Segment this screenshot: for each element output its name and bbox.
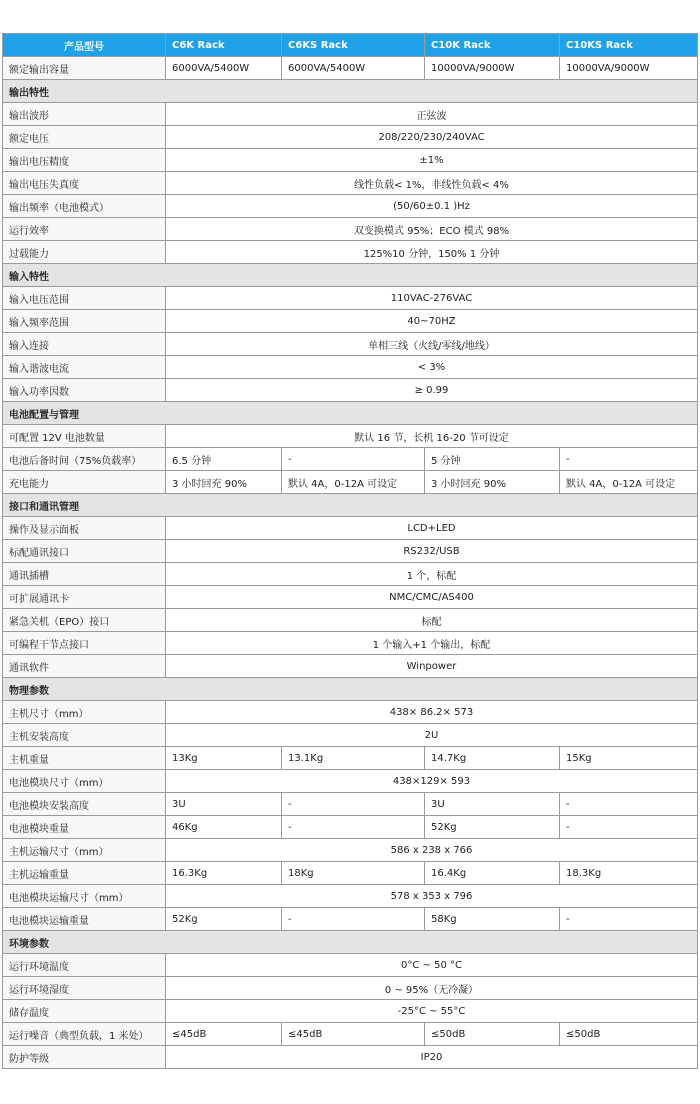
- spec-value: 13.1Kg: [282, 747, 425, 770]
- spec-value: 578 x 353 x 796: [166, 885, 698, 908]
- spec-value: 52Kg: [166, 908, 282, 931]
- spec-row: [3, 126, 698, 149]
- spec-value: 18.3Kg: [560, 862, 698, 885]
- spec-value: 默认 16 节，长机 16-20 节可设定: [166, 425, 698, 448]
- spec-value: -: [282, 816, 425, 839]
- section-row: [3, 264, 698, 287]
- spec-row: [3, 724, 698, 747]
- header-model: C6K Rack: [166, 34, 282, 57]
- spec-row: [3, 977, 698, 1000]
- spec-row: [3, 1046, 698, 1069]
- spec-row: [3, 287, 698, 310]
- spec-label: 电池模块安装高度: [3, 793, 166, 816]
- spec-value: < 3%: [166, 356, 698, 379]
- spec-row: [3, 1000, 698, 1023]
- spec-value: NMC/CMC/AS400: [166, 586, 698, 609]
- spec-value: RS232/USB: [166, 540, 698, 563]
- spec-row: [3, 862, 698, 885]
- spec-value: 52Kg: [425, 816, 560, 839]
- spec-label: 电池后备时间（75%负载率）: [3, 448, 166, 471]
- spec-value: 0 ~ 95%（无冷凝）: [166, 977, 698, 1000]
- spec-value: 10000VA/9000W: [560, 57, 698, 80]
- spec-value: -: [282, 448, 425, 471]
- spec-label: 运行噪音（典型负载，1 米处）: [3, 1023, 166, 1046]
- section-row: [3, 931, 698, 954]
- spec-value: 14.7Kg: [425, 747, 560, 770]
- spec-value: 13Kg: [166, 747, 282, 770]
- section-title: 环境参数: [3, 931, 698, 954]
- spec-label: 操作及显示面板: [3, 517, 166, 540]
- spec-row: [3, 540, 698, 563]
- spec-value: 默认 4A，0-12A 可设定: [560, 471, 698, 494]
- spec-value: Winpower: [166, 655, 698, 678]
- spec-row: [3, 310, 698, 333]
- spec-row: [3, 149, 698, 172]
- spec-value: 标配: [166, 609, 698, 632]
- section-row: [3, 402, 698, 425]
- spec-value: 2U: [166, 724, 698, 747]
- spec-sheet: [2, 33, 697, 1069]
- spec-row: [3, 885, 698, 908]
- spec-row: [3, 356, 698, 379]
- spec-value: -: [560, 448, 698, 471]
- spec-row: [3, 57, 698, 80]
- spec-label: 紧急关机（EPO）接口: [3, 609, 166, 632]
- spec-label: 充电能力: [3, 471, 166, 494]
- spec-row: [3, 1023, 698, 1046]
- spec-value: 1 个，标配: [166, 563, 698, 586]
- spec-label: 电池模块尺寸（mm）: [3, 770, 166, 793]
- spec-row: [3, 908, 698, 931]
- spec-label: 主机安装高度: [3, 724, 166, 747]
- header-row: [3, 34, 698, 57]
- spec-value: 125%10 分钟，150% 1 分钟: [166, 241, 698, 264]
- spec-value: 5 分钟: [425, 448, 560, 471]
- spec-value: 10000VA/9000W: [425, 57, 560, 80]
- spec-row: [3, 793, 698, 816]
- spec-row: [3, 701, 698, 724]
- spec-value: 40~70HZ: [166, 310, 698, 333]
- spec-label: 输出波形: [3, 103, 166, 126]
- spec-value: 208/220/230/240VAC: [166, 126, 698, 149]
- spec-value: 6000VA/5400W: [166, 57, 282, 80]
- spec-label: 电池模块重量: [3, 816, 166, 839]
- spec-label: 防护等级: [3, 1046, 166, 1069]
- spec-label: 过载能力: [3, 241, 166, 264]
- section-row: [3, 678, 698, 701]
- spec-label: 主机尺寸（mm）: [3, 701, 166, 724]
- spec-value: -: [560, 793, 698, 816]
- spec-value: 默认 4A，0-12A 可设定: [282, 471, 425, 494]
- spec-label: 电池模块运输尺寸（mm）: [3, 885, 166, 908]
- spec-row: [3, 632, 698, 655]
- spec-value: 438× 86.2× 573: [166, 701, 698, 724]
- spec-value: LCD+LED: [166, 517, 698, 540]
- spec-label: 通讯软件: [3, 655, 166, 678]
- spec-label: 输入功率因数: [3, 379, 166, 402]
- spec-value: 18Kg: [282, 862, 425, 885]
- section-title: 接口和通讯管理: [3, 494, 698, 517]
- spec-row: [3, 517, 698, 540]
- spec-row: [3, 218, 698, 241]
- spec-value: (50/60±0.1 )Hz: [166, 195, 698, 218]
- spec-value: 双变换模式 95%；ECO 模式 98%: [166, 218, 698, 241]
- spec-value: ≤50dB: [425, 1023, 560, 1046]
- spec-row: [3, 379, 698, 402]
- spec-row: [3, 333, 698, 356]
- spec-value: -: [282, 908, 425, 931]
- spec-label: 主机运输重量: [3, 862, 166, 885]
- spec-value: 110VAC-276VAC: [166, 287, 698, 310]
- spec-value: 6000VA/5400W: [282, 57, 425, 80]
- spec-value: 3 小时回充 90%: [425, 471, 560, 494]
- spec-row: [3, 609, 698, 632]
- spec-value: 438×129× 593: [166, 770, 698, 793]
- spec-value: ≤45dB: [166, 1023, 282, 1046]
- spec-row: [3, 241, 698, 264]
- spec-value: 58Kg: [425, 908, 560, 931]
- spec-value: IP20: [166, 1046, 698, 1069]
- spec-label: 额定电压: [3, 126, 166, 149]
- section-row: [3, 80, 698, 103]
- spec-label: 运行环境温度: [3, 954, 166, 977]
- spec-value: 16.4Kg: [425, 862, 560, 885]
- spec-label: 电池模块运输重量: [3, 908, 166, 931]
- spec-label: 储存温度: [3, 1000, 166, 1023]
- spec-value: 3U: [166, 793, 282, 816]
- section-row: [3, 494, 698, 517]
- spec-row: [3, 471, 698, 494]
- spec-value: 3 小时回充 90%: [166, 471, 282, 494]
- spec-value: -: [282, 793, 425, 816]
- header-model: C6KS Rack: [282, 34, 425, 57]
- spec-table-body: [3, 57, 698, 1069]
- spec-row: [3, 655, 698, 678]
- spec-value: ≤50dB: [560, 1023, 698, 1046]
- spec-label: 可扩展通讯卡: [3, 586, 166, 609]
- spec-row: [3, 770, 698, 793]
- spec-label: 输出频率（电池模式）: [3, 195, 166, 218]
- spec-row: [3, 448, 698, 471]
- spec-value: 586 x 238 x 766: [166, 839, 698, 862]
- spec-label: 主机运输尺寸（mm）: [3, 839, 166, 862]
- spec-row: [3, 425, 698, 448]
- spec-value: 15Kg: [560, 747, 698, 770]
- spec-label: 输入连接: [3, 333, 166, 356]
- spec-value: 46Kg: [166, 816, 282, 839]
- spec-row: [3, 195, 698, 218]
- spec-label: 输入频率范围: [3, 310, 166, 333]
- spec-label: 额定输出容量: [3, 57, 166, 80]
- spec-label: 输入电压范围: [3, 287, 166, 310]
- spec-label: 标配通讯接口: [3, 540, 166, 563]
- spec-label: 输入谐波电流: [3, 356, 166, 379]
- spec-row: [3, 103, 698, 126]
- spec-value: -25°C ~ 55°C: [166, 1000, 698, 1023]
- spec-row: [3, 563, 698, 586]
- spec-value: 0°C ~ 50 °C: [166, 954, 698, 977]
- spec-value: -: [560, 816, 698, 839]
- spec-row: [3, 172, 698, 195]
- spec-label: 主机重量: [3, 747, 166, 770]
- spec-label: 可编程干节点接口: [3, 632, 166, 655]
- spec-table-header: [3, 34, 698, 57]
- spec-row: [3, 816, 698, 839]
- spec-value: 1 个输入+1 个输出，标配: [166, 632, 698, 655]
- section-title: 物理参数: [3, 678, 698, 701]
- section-title: 输出特性: [3, 80, 698, 103]
- header-label: 产品型号: [3, 34, 166, 57]
- spec-label: 通讯插槽: [3, 563, 166, 586]
- section-title: 输入特性: [3, 264, 698, 287]
- header-model: C10KS Rack: [560, 34, 698, 57]
- spec-value: 正弦波: [166, 103, 698, 126]
- spec-value: ≤45dB: [282, 1023, 425, 1046]
- spec-label: 输出电压失真度: [3, 172, 166, 195]
- header-model: C10K Rack: [425, 34, 560, 57]
- spec-label: 输出电压精度: [3, 149, 166, 172]
- spec-value: ±1%: [166, 149, 698, 172]
- spec-value: 单相三线（火线/零线/地线）: [166, 333, 698, 356]
- spec-row: [3, 747, 698, 770]
- spec-label: 运行效率: [3, 218, 166, 241]
- spec-label: 运行环境湿度: [3, 977, 166, 1000]
- spec-row: [3, 839, 698, 862]
- spec-table: [2, 33, 698, 1069]
- spec-row: [3, 586, 698, 609]
- spec-value: 16.3Kg: [166, 862, 282, 885]
- section-title: 电池配置与管理: [3, 402, 698, 425]
- spec-value: 线性负载< 1%，非线性负载< 4%: [166, 172, 698, 195]
- spec-value: ≥ 0.99: [166, 379, 698, 402]
- spec-value: -: [560, 908, 698, 931]
- spec-value: 6.5 分钟: [166, 448, 282, 471]
- spec-label: 可配置 12V 电池数量: [3, 425, 166, 448]
- spec-row: [3, 954, 698, 977]
- spec-value: 3U: [425, 793, 560, 816]
